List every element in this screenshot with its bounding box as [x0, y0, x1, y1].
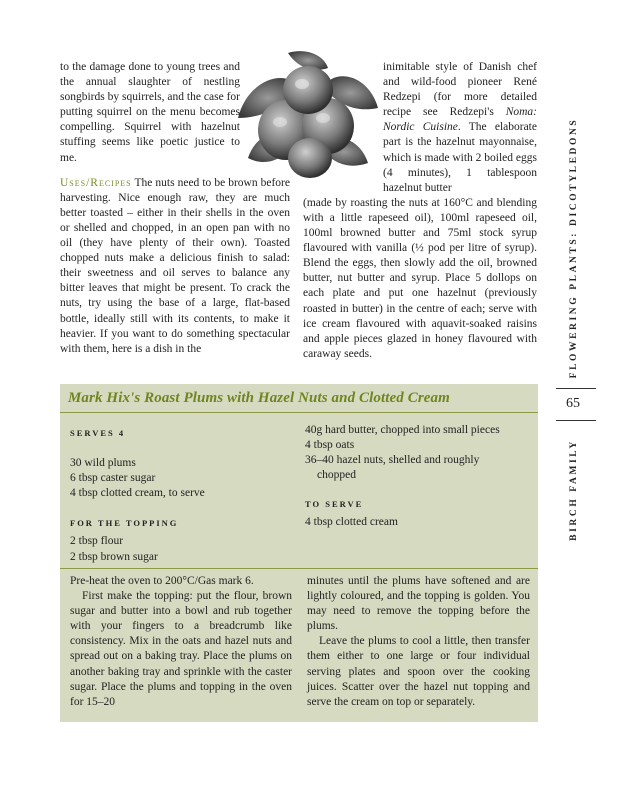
ingredient: 2 tbsp brown sugar: [70, 550, 158, 563]
recipe-title: Mark Hix's Roast Plums with Hazel Nuts and Clotted Cream: [68, 390, 450, 406]
method-col-2: [307, 574, 530, 710]
to-serve-heading: TO SERVE: [305, 499, 364, 510]
title-rule: [60, 412, 538, 413]
redzepi-text: inimitable style of Danish chef and wild-food pioneer René Redzepi (for more detailed recipe see Redzepi's: [383, 61, 537, 119]
topping-heading: FOR THE TOPPING: [70, 518, 179, 529]
intro-paragraph: to the damage done to young trees and the annual slaughter of nestling songbirds by squirrels, and the case for putting squirrel on the menu becomes compelling. Squirrel with hazelnut stuffing seems like poetic justice to me.: [60, 61, 240, 164]
left-column: [60, 60, 290, 357]
ingredient: 40g hard butter, chopped into small pieces: [305, 424, 500, 436]
uses-recipes-heading: Uses/Recipes: [60, 176, 132, 189]
serves-heading: SERVES 4: [70, 428, 126, 438]
method-step: First make the topping: put the flour, brown sugar and butter into a bowl and rub together with your fingers to a breadcrumb like consistency. Mix in the oats and hazel nuts and spread out on a baking tray. Place the plums on another baking tray and sprinkle with the caster sugar. Place the plums and topping in the oven for 15–20: [70, 590, 292, 708]
ingredient: 4 tbsp clotted cream: [305, 516, 398, 529]
divider: [556, 388, 596, 389]
redzepi-paragraph: [383, 60, 537, 196]
ingredient: 36–40 hazel nuts, shelled and roughly: [305, 454, 480, 467]
divider: [556, 420, 596, 421]
family-running-head: [560, 425, 588, 555]
mayonnaise-paragraph: (made by roasting the nuts at 160°C and blending with a little rapeseed oil), 100ml rapeseed oil, 100ml browned butter and 75ml stock syrup flavoured with vanilla (½ pod per litre of syrup). Blend the eggs, then slowly add the oil, browned butter, nut butter and syrup. Place 5 dollops on each plate and put one hazelnut (previously roasted in butter) in the centre of each; serve with ice cream flavoured with aquavit-soaked raisins and apple pieces glazed in honey flavoured with caraway seeds.: [303, 196, 537, 360]
ingredient: 30 wild plums: [70, 457, 136, 470]
method-step: Pre-heat the oven to 200°C/Gas mark 6.: [70, 575, 254, 587]
right-column: [303, 60, 537, 362]
section-label: FLOWERING PLANTS: DICOTYLEDONS: [569, 117, 579, 379]
redzepi-text-2: . The elaborate part is the hazelnut mayonnaise, which is made with 2 boiled eggs (4 minutes), 1 tablespoon hazelnut butter: [383, 121, 537, 194]
method-col-1: [70, 574, 292, 710]
ingredient: 4 tbsp oats: [305, 439, 355, 452]
page-number: 65: [566, 396, 580, 411]
method-step: Leave the plums to cool a little, then transfer them either to one large or four individual serving plates and spoon over the cooking juices. Scatter over the hazel nut topping and serve the cream on top or separately.: [307, 635, 530, 708]
family-label: BIRCH FAMILY: [569, 439, 579, 541]
ingredients-col-1: [70, 426, 300, 565]
ingredients-col-2: [305, 423, 535, 531]
uses-paragraph: [60, 176, 290, 357]
ingredient: chopped: [317, 469, 356, 482]
ingredient: 4 tbsp clotted cream, to serve: [70, 487, 205, 500]
recipe-box: [60, 384, 538, 722]
ingredient: 2 tbsp flour: [70, 535, 124, 548]
ingredient: 6 tbsp caster sugar: [70, 472, 156, 485]
section-running-head: [560, 118, 588, 378]
method-step: minutes until the plums have softened and are lightly coloured, and the topping is golden. You may need to remove the topping before the plums.: [307, 575, 530, 633]
book-title: Noma: Nordic Cuisine: [383, 106, 538, 134]
uses-text: The nuts need to be brown before harvesting. Nice enough raw, they are much better toasted – either in their shells in the oven or shelled and chopped, in an open pan with no oil (they have plenty of their own). Toasted chopped nuts make a delicious finish to salad: their sweetness and oil serves to balance any bitter leaves that might be present. To crack the nuts, try using the base of a large, flat-based bottle, ideally still with its contents, to make it heavier. If you want to do something spectacular with them, here is a dish in the: [60, 176, 290, 355]
method-rule: [60, 568, 538, 569]
